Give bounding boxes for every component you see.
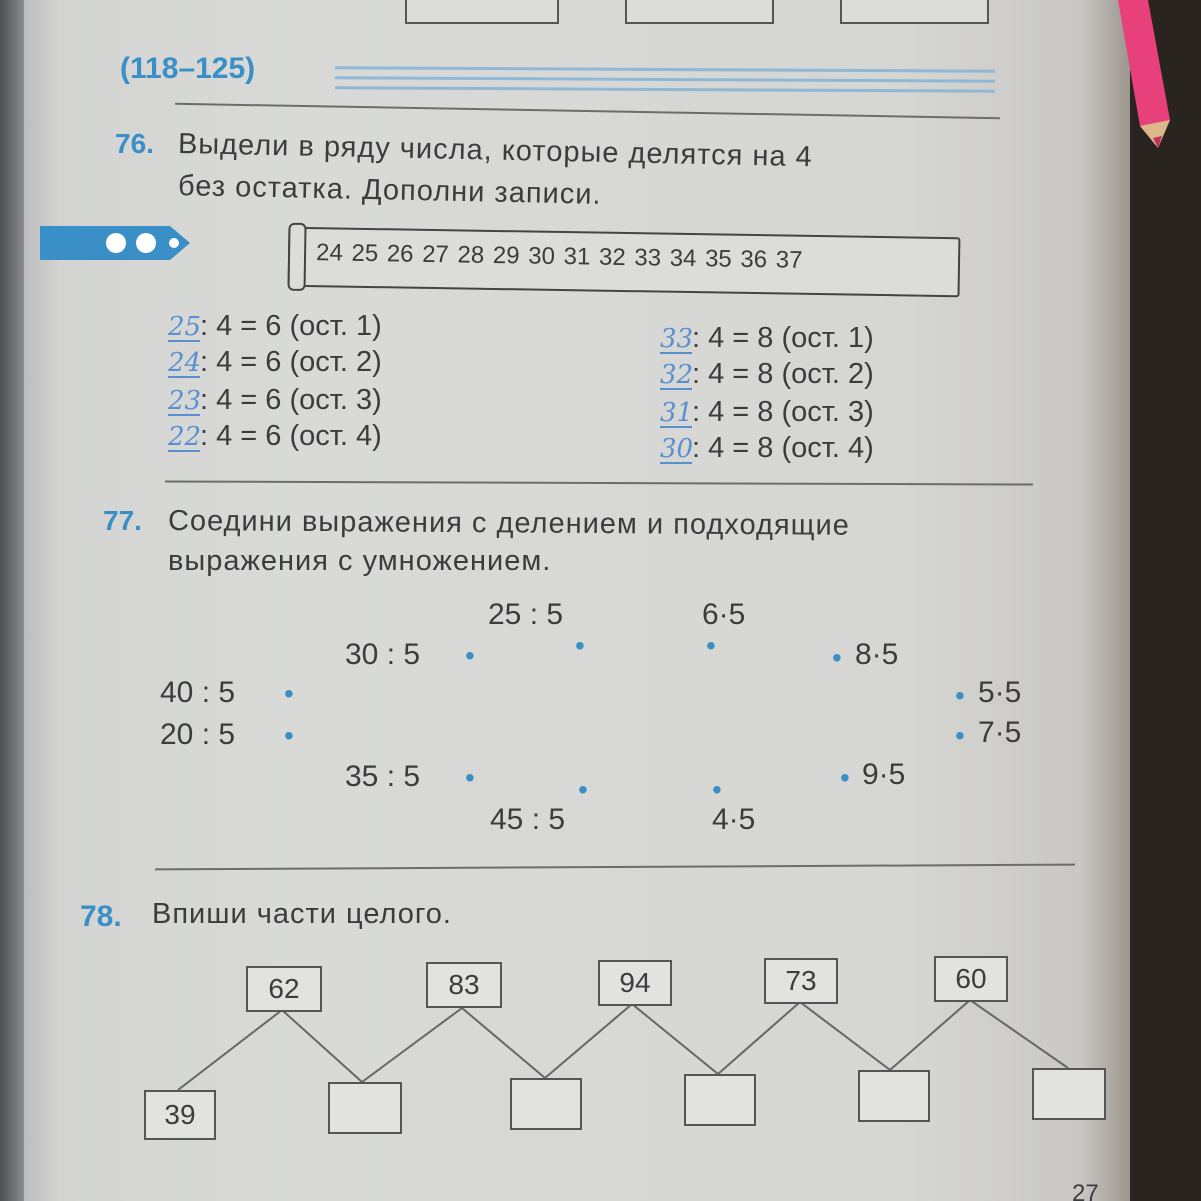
- part-box[interactable]: [510, 1078, 582, 1130]
- task-77-text-line1: Соедини выражения с делением и подходящие: [167, 505, 850, 542]
- whole-box: 83: [426, 962, 502, 1008]
- connector-line: [178, 1010, 282, 1090]
- multiplication-expression: 8·5: [855, 638, 899, 671]
- connect-dot[interactable]: •: [840, 762, 850, 793]
- connect-dot[interactable]: •: [955, 720, 965, 751]
- pencil-icon: [1118, 0, 1178, 150]
- whole-box: 60: [934, 956, 1008, 1002]
- part-box[interactable]: [684, 1074, 756, 1126]
- equation-text: : 4 = 8 (ост. 3): [692, 396, 874, 428]
- connector-line: [632, 1004, 718, 1074]
- task-77-number: 77.: [103, 505, 142, 536]
- multiplication-expression: 6·5: [702, 598, 746, 631]
- multiplication-expression: 5·5: [978, 676, 1022, 709]
- connect-dot[interactable]: •: [955, 680, 965, 711]
- division-expression: 30 : 5: [345, 638, 421, 671]
- connect-dot[interactable]: •: [284, 720, 294, 751]
- connector-line: [362, 1008, 462, 1082]
- part-box[interactable]: [328, 1082, 402, 1134]
- multiplication-expression: 9·5: [862, 758, 906, 791]
- equation-text: : 4 = 6 (ост. 1): [200, 310, 382, 342]
- handwritten-answer[interactable]: 23: [168, 386, 202, 416]
- handwritten-answer[interactable]: 22: [168, 422, 202, 452]
- division-expression: 35 : 5: [345, 760, 421, 793]
- whole-box: 62: [246, 966, 322, 1012]
- lesson-range: (118–125): [120, 52, 256, 85]
- equation-text: : 4 = 8 (ост. 1): [692, 322, 874, 354]
- connector-line: [718, 1002, 800, 1074]
- division-expression: 25 : 5: [488, 598, 564, 631]
- number-sequence: 24 25 26 27 28 29 30 31 32 33 34 35 36 37: [315, 239, 803, 274]
- connect-dot[interactable]: •: [706, 630, 716, 661]
- task-78-number: 78.: [80, 900, 122, 933]
- multiplication-expression: 4·5: [712, 803, 756, 836]
- equation-text: : 4 = 6 (ост. 2): [200, 346, 382, 378]
- multiplication-expression: 7·5: [978, 716, 1022, 749]
- equation-text: : 4 = 6 (ост. 3): [200, 384, 382, 416]
- connector-line: [545, 1004, 632, 1078]
- page-number: 27: [1072, 1180, 1099, 1201]
- connector-line: [890, 1000, 970, 1070]
- connect-dot[interactable]: •: [284, 678, 294, 709]
- division-expression: 40 : 5: [160, 676, 236, 709]
- connect-dot[interactable]: •: [832, 642, 842, 673]
- handwritten-answer[interactable]: 25: [168, 312, 202, 342]
- whole-box: 94: [598, 960, 672, 1006]
- task-78-text: Впиши части целого.: [152, 898, 452, 930]
- handwritten-answer[interactable]: 30: [660, 434, 694, 464]
- connector-line: [462, 1008, 545, 1078]
- task-76-text-line2: без остатка. Дополни записи.: [177, 170, 602, 211]
- handwritten-answer[interactable]: 24: [168, 348, 202, 378]
- task-77-text-line2: выражения с умножением.: [168, 545, 552, 577]
- connector-line: [970, 1000, 1068, 1068]
- equation-text: : 4 = 8 (ост. 4): [692, 432, 874, 464]
- task-76-text-line1: Выдели в ряду числа, которые делятся на 4: [177, 128, 814, 174]
- connect-dot[interactable]: •: [578, 774, 588, 805]
- division-expression: 45 : 5: [490, 803, 566, 836]
- handwritten-answer[interactable]: 32: [660, 360, 694, 390]
- connect-dot[interactable]: •: [575, 630, 585, 661]
- division-expression: 20 : 5: [160, 718, 236, 751]
- handwritten-answer[interactable]: 31: [660, 398, 694, 428]
- connect-dot[interactable]: •: [712, 774, 722, 805]
- part-box[interactable]: 39: [144, 1090, 216, 1140]
- task-76-number: 76.: [115, 128, 154, 159]
- part-box[interactable]: [858, 1070, 930, 1122]
- equation-text: : 4 = 6 (ост. 4): [200, 420, 382, 452]
- handwritten-answer[interactable]: 33: [660, 324, 694, 354]
- part-box[interactable]: [1032, 1068, 1106, 1120]
- whole-box: 73: [764, 958, 838, 1004]
- connector-line: [800, 1002, 890, 1070]
- connect-dot[interactable]: •: [465, 762, 475, 793]
- connect-dot[interactable]: •: [465, 640, 475, 671]
- equation-text: : 4 = 8 (ост. 2): [692, 358, 874, 390]
- connector-line: [282, 1010, 362, 1082]
